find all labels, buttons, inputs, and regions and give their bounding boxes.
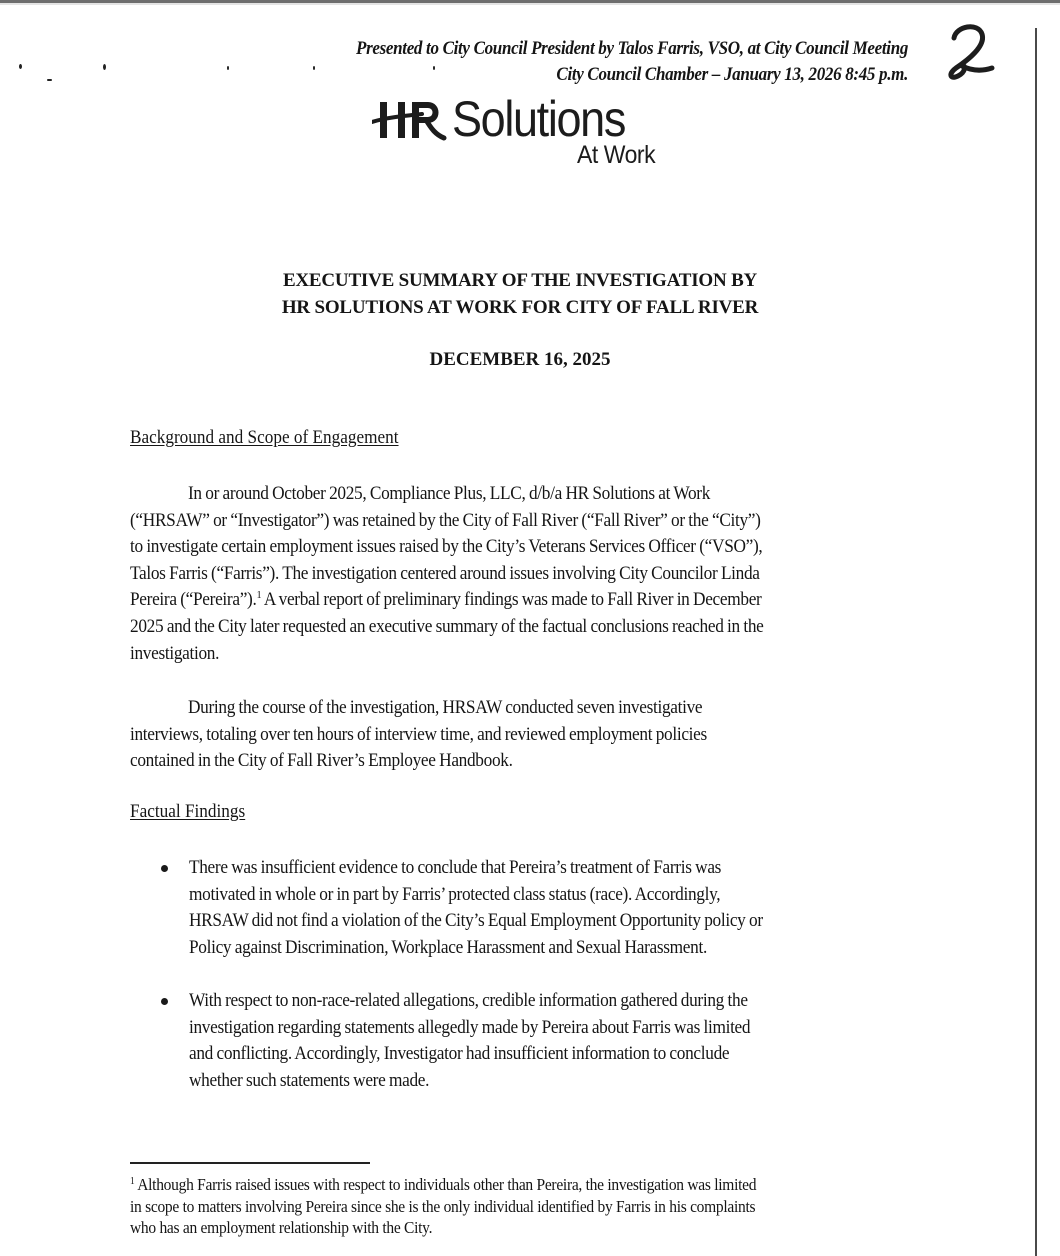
footnote-reference[interactable]: 1 xyxy=(256,589,262,602)
finding-line: With respect to non-race-related allegations, credible information gathered during the xyxy=(189,991,748,1011)
logo-name: Solutions xyxy=(452,91,625,147)
document-date: DECEMBER 16, 2025 xyxy=(429,349,611,370)
paragraph-line: (“HRSAW” or “Investigator”) was retained by the City of Fall River (“Fall River” or the “City”) xyxy=(130,510,761,531)
scan-speck xyxy=(103,64,106,70)
footnote-line xyxy=(130,1174,882,1196)
document-title-line-2: HR SOLUTIONS AT WORK FOR CITY OF FALL RIVER xyxy=(281,296,759,318)
footnote-line: who has an employment relationship with the City. xyxy=(130,1218,433,1237)
footnote-marker: 1 xyxy=(130,1176,135,1187)
paragraph-line-fragment: A verbal report of preliminary findings was made to Fall River in December xyxy=(263,590,762,611)
scan-top-border-shadow xyxy=(0,3,1060,5)
paragraph-line: to investigate certain employment issues raised by the City’s Veterans Services Officer (“VSO”), xyxy=(130,537,763,558)
handwritten-page-number xyxy=(944,20,996,82)
finding-line: Policy against Discrimination, Workplace Harassment and Sexual Harassment. xyxy=(189,937,707,958)
paragraph-line: 2025 and the City later requested an executive summary of the factual conclusions reached in the xyxy=(130,616,764,637)
section-heading-findings: Factual Findings xyxy=(130,802,246,822)
background-paragraph-2 xyxy=(130,695,938,775)
finding-line: motivated in whole or in part by Farris’ protected class status (race). Accordingly, xyxy=(189,884,721,905)
scan-speck xyxy=(47,79,52,81)
hr-logo-mark-icon xyxy=(372,96,448,144)
paragraph-line-fragment: Pereira (“Pereira”). xyxy=(130,590,257,611)
paragraph-line: Talos Farris (“Farris”). The investigation centered around issues involving City Councilor Linda xyxy=(130,563,760,584)
document-title-line-1: EXECUTIVE SUMMARY OF THE INVESTIGATION BY xyxy=(282,270,758,291)
presentation-stamp-line-1: Presented to City Council President by Talos Farris, VSO, at City Council Meeting xyxy=(355,39,908,59)
background-paragraph-1 xyxy=(130,481,938,667)
finding-line: and conflicting. Accordingly, Investigator had insufficient information to conclude xyxy=(189,1044,730,1065)
paragraph-line-with-footnote xyxy=(130,587,885,614)
paragraph-line: During the course of the investigation, HRSAW conducted seven investigative xyxy=(187,698,703,718)
footnote-line-text: Although Farris raised issues with respect to individuals other than Pereira, the investigation was limited xyxy=(137,1175,757,1194)
presentation-stamp xyxy=(356,36,908,88)
paragraph-line: interviews, totaling over ten hours of interview time, and reviewed employment policies xyxy=(130,724,707,745)
finding-line: HRSAW did not find a violation of the City’s Equal Employment Opportunity policy or xyxy=(189,911,763,932)
scan-speck xyxy=(19,64,22,69)
paragraph-line: In or around October 2025, Compliance Plus, LLC, d/b/a HR Solutions at Work xyxy=(187,484,711,504)
finding-text xyxy=(189,855,803,961)
scan-speck xyxy=(313,66,315,70)
scan-speck xyxy=(227,66,229,70)
hr-solutions-logo xyxy=(372,91,672,176)
footnote-line: in scope to matters involving Pereira since she is the only individual identified by Farris in his complaints xyxy=(130,1196,756,1216)
logo-tagline: At Work xyxy=(577,141,656,169)
section-heading-background: Background and Scope of Engagement xyxy=(130,428,399,448)
bullet-icon xyxy=(161,865,168,872)
scan-right-edge-line xyxy=(1035,28,1037,1256)
paragraph-line: contained in the City of Fall River’s Employee Handbook. xyxy=(130,751,513,772)
presentation-stamp-line-2: City Council Chamber – January 13, 2026 8:45 p.m. xyxy=(556,65,908,85)
footnote-divider xyxy=(130,1162,370,1164)
finding-line: investigation regarding statements allegedly made by Pereira about Farris was limited xyxy=(189,1017,751,1038)
bullet-icon xyxy=(161,998,168,1005)
finding-line: whether such statements were made. xyxy=(189,1070,430,1091)
document-title xyxy=(0,268,1040,321)
paragraph-line: investigation. xyxy=(130,643,220,664)
finding-line: There was insufficient evidence to conclude that Pereira’s treatment of Farris was xyxy=(189,858,722,878)
finding-text xyxy=(189,988,789,1094)
footnote xyxy=(130,1174,930,1239)
